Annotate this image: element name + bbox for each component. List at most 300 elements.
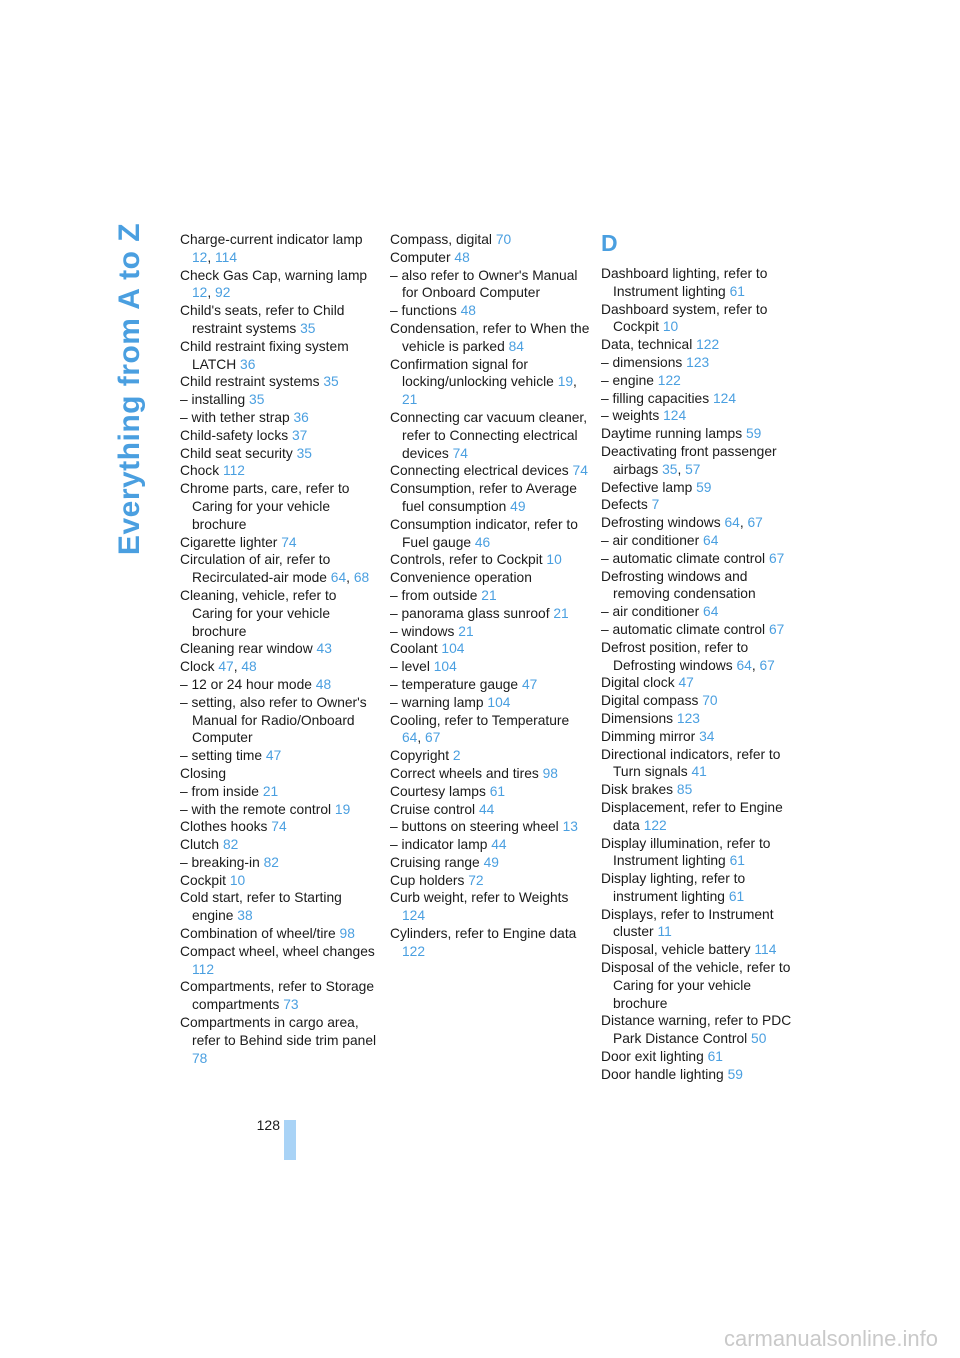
- page-reference-link[interactable]: 36: [240, 356, 256, 372]
- index-entry-text: Copyright: [390, 748, 453, 764]
- index-entry: [390, 302, 590, 320]
- page-reference-link[interactable]: 38: [237, 908, 253, 924]
- index-entry: [390, 640, 590, 658]
- index-entry-text: – buttons on steering wheel: [390, 819, 563, 835]
- index-entry: [180, 694, 380, 747]
- page-marker-bar: [284, 1120, 296, 1160]
- index-entry: [180, 747, 380, 765]
- index-entry-text: Cruising range: [390, 854, 484, 870]
- index-column-1: [180, 231, 380, 1067]
- page-reference-link[interactable]: 67: [768, 550, 785, 566]
- index-entry: [601, 265, 801, 301]
- page-reference-link[interactable]: 64: [724, 515, 740, 531]
- index-entry-text: – with the remote control: [180, 801, 335, 817]
- ref-separator: ,: [207, 249, 216, 265]
- index-entry: [601, 799, 801, 835]
- index-entry-text: Clock: [180, 659, 219, 675]
- page-reference-link[interactable]: 12: [192, 249, 208, 265]
- index-entry: [390, 516, 590, 552]
- index-entry: [601, 728, 801, 746]
- index-entry: [390, 818, 590, 836]
- page-reference-link[interactable]: 59: [745, 426, 762, 442]
- index-entry: [390, 462, 590, 480]
- index-entry-text: Display lighting, refer to instrument lighting: [601, 871, 746, 904]
- index-entry: [601, 550, 801, 568]
- index-entry: [390, 694, 590, 712]
- index-entry-text: Computer: [390, 249, 455, 265]
- index-entry-text: Chrome parts, care, refer to Caring for your vehicle brochure: [180, 481, 350, 532]
- page-reference-link[interactable]: 47: [265, 748, 282, 764]
- page-reference-link[interactable]: 12: [192, 285, 208, 301]
- page-reference-link[interactable]: 21: [262, 783, 279, 799]
- index-entry-text: – setting time: [180, 748, 266, 764]
- index-entry: [390, 623, 590, 641]
- index-entry: [390, 231, 590, 249]
- index-entry: [601, 1048, 801, 1066]
- index-entry: [601, 390, 801, 408]
- index-entry: [180, 231, 380, 267]
- index-entry: [180, 640, 380, 658]
- index-entry: [390, 801, 590, 819]
- index-entry-text: Dimming mirror: [601, 728, 700, 744]
- index-entry: [390, 658, 590, 676]
- page-reference-link[interactable]: 74: [452, 445, 468, 461]
- index-entry-text: Cleaning, vehicle, refer to Caring for your vehicle brochure: [180, 587, 337, 639]
- index-entry: [180, 587, 380, 640]
- index-entry: [390, 712, 590, 748]
- index-entry-text: – breaking-in: [180, 854, 264, 870]
- page-reference-link[interactable]: 104: [441, 641, 465, 657]
- page-reference-link[interactable]: 59: [696, 479, 712, 495]
- index-entry: [180, 445, 380, 463]
- index-entry-text: Chock: [180, 463, 223, 479]
- index-entry: [180, 1014, 380, 1067]
- page-reference-link[interactable]: 82: [222, 837, 239, 853]
- index-entry-text: Child's seats, refer to Child restraint systems: [180, 303, 345, 336]
- page-reference-link[interactable]: 124: [402, 908, 426, 924]
- index-entry: [601, 568, 801, 604]
- index-entry: [601, 746, 801, 782]
- ref-separator: ,: [417, 730, 426, 746]
- index-entry: [180, 302, 380, 338]
- page-reference-link[interactable]: 67: [425, 730, 441, 746]
- page-reference-link[interactable]: 64: [402, 730, 418, 746]
- page-reference-link[interactable]: 64: [330, 570, 347, 586]
- index-entry-text: Directional indicators, refer to Turn signals: [601, 746, 781, 780]
- index-entry: [390, 249, 590, 267]
- index-entry-text: Consumption indicator, refer to Fuel gauge: [390, 516, 578, 550]
- index-entry: [390, 783, 590, 801]
- page-reference-link[interactable]: 41: [691, 764, 707, 780]
- page-reference-link[interactable]: 35: [662, 461, 678, 477]
- page-reference-link[interactable]: 19: [557, 374, 574, 390]
- page-reference-link[interactable]: 82: [263, 854, 279, 870]
- index-entry: [390, 356, 590, 409]
- page-reference-link[interactable]: 35: [296, 445, 312, 461]
- index-entry-text: Compartments, refer to Storage compartments: [180, 979, 375, 1013]
- index-entry-text: – engine: [601, 372, 658, 388]
- page-reference-link[interactable]: 64: [703, 604, 719, 620]
- page-reference-link[interactable]: 49: [483, 854, 499, 870]
- index-entry: [601, 710, 801, 728]
- ref-separator: ,: [207, 285, 216, 301]
- page-reference-link[interactable]: 21: [458, 623, 474, 639]
- index-entry-text: Compass, digital: [390, 232, 496, 247]
- index-entry-text: Cigarette lighter: [180, 534, 282, 550]
- page-reference-link[interactable]: 67: [768, 621, 785, 637]
- section-title-vertical: [100, 222, 160, 556]
- index-entry: [180, 427, 380, 445]
- index-entry: [180, 765, 380, 783]
- page-reference-link[interactable]: 10: [229, 872, 246, 888]
- page-reference-link[interactable]: 44: [491, 837, 507, 853]
- index-entry: [180, 534, 380, 552]
- index-entry-text: Child restraint fixing system LATCH: [180, 338, 349, 372]
- index-entry: [180, 658, 380, 676]
- index-entry: [390, 836, 590, 854]
- index-entry: [180, 978, 380, 1014]
- index-entry: [180, 676, 380, 694]
- index-entry-text: Closing: [180, 765, 227, 781]
- index-entry: [601, 479, 801, 497]
- page-reference-link[interactable]: 98: [339, 926, 355, 942]
- index-entry-text: Digital compass: [601, 693, 703, 709]
- index-entry-text: Cockpit: [180, 872, 230, 888]
- index-entry-text: Coolant: [390, 641, 442, 657]
- index-entry: [601, 443, 801, 479]
- index-entry: [180, 391, 380, 409]
- page-reference-link[interactable]: 35: [249, 392, 265, 408]
- page-reference-link[interactable]: 104: [433, 659, 457, 675]
- index-entry-text: – filling capacities: [601, 390, 713, 406]
- index-entry-text: Correct wheels and tires: [390, 765, 543, 781]
- index-entry-text: Dashboard lighting, refer to Instrument lighting: [601, 266, 768, 299]
- index-entry-text: Daytime running lamps: [601, 426, 746, 442]
- index-entry-text: – air conditioner: [601, 532, 704, 548]
- index-entry-text: Defrosting windows: [601, 515, 725, 531]
- index-entry: [180, 889, 380, 925]
- index-entry-text: Display illumination, refer to Instrument lighting: [601, 835, 771, 869]
- page-reference-link[interactable]: 92: [215, 285, 231, 301]
- page-reference-link[interactable]: 72: [468, 872, 484, 888]
- index-entry: [180, 462, 380, 480]
- page-reference-link[interactable]: 67: [747, 515, 763, 531]
- page-reference-link[interactable]: 49: [510, 498, 526, 514]
- page-reference-link[interactable]: 35: [300, 320, 316, 336]
- index-entry: [601, 941, 801, 959]
- index-entry-text: Dimensions: [601, 710, 677, 726]
- index-entry-text: – weights: [601, 408, 664, 424]
- index-entry: [180, 872, 380, 890]
- index-entry-text: Cleaning rear window: [180, 641, 317, 657]
- index-entry-text: Check Gas Cap, warning lamp: [180, 267, 368, 283]
- index-entry: [390, 676, 590, 694]
- page-reference-link[interactable]: 61: [729, 283, 745, 299]
- page-reference-link[interactable]: 61: [707, 1049, 723, 1065]
- index-entry-text: Cold start, refer to Starting engine: [180, 890, 342, 924]
- page-reference-link[interactable]: 78: [192, 1050, 208, 1066]
- page-reference-link[interactable]: 47: [678, 675, 694, 691]
- index-entry: [180, 801, 380, 819]
- page-reference-link[interactable]: 11: [657, 924, 672, 940]
- index-entry-text: Digital clock: [601, 675, 679, 691]
- index-entry-text: Clutch: [180, 837, 223, 853]
- ref-separator: ,: [739, 515, 748, 531]
- index-entry: [180, 409, 380, 427]
- index-entry: [601, 639, 801, 675]
- page-reference-link[interactable]: 43: [316, 641, 332, 657]
- index-entry-text: Compact wheel, wheel changes: [180, 943, 375, 959]
- page-reference-link[interactable]: 10: [662, 319, 679, 335]
- watermark: carmanualsonline.info: [723, 1326, 938, 1351]
- index-entry-text: – also refer to Owner's Manual for Onboard Computer: [390, 267, 578, 301]
- index-entry-text: Displays, refer to Instrument cluster: [601, 906, 774, 940]
- index-entry-text: Cylinders, refer to Engine data: [390, 926, 577, 942]
- index-entry: [601, 870, 801, 906]
- index-entry: [601, 425, 801, 443]
- index-entry-text: Confirmation signal for locking/unlocking vehicle: [390, 356, 558, 390]
- index-entry-text: – automatic climate control: [601, 550, 769, 566]
- index-entry: [180, 943, 380, 979]
- page-reference-link[interactable]: 124: [712, 390, 736, 406]
- page-reference-link[interactable]: 44: [478, 801, 495, 817]
- page-reference-link[interactable]: 123: [686, 354, 710, 370]
- index-entry-text: Dashboard system, refer to Cockpit: [601, 301, 768, 335]
- page-reference-link[interactable]: 21: [402, 392, 418, 408]
- index-entry: [390, 747, 590, 765]
- index-entry: [180, 818, 380, 836]
- page-reference-link[interactable]: 10: [546, 552, 562, 568]
- page-reference-link[interactable]: 37: [291, 427, 308, 443]
- index-entry: [601, 621, 801, 639]
- index-entry-text: Curb weight, refer to Weights: [390, 890, 569, 906]
- index-entry-text: – panorama glass sunroof: [390, 605, 554, 621]
- index-entry: [601, 1066, 801, 1084]
- index-entry-text: Compartments in cargo area, refer to Behind side trim panel: [180, 1015, 377, 1048]
- page-reference-link[interactable]: 35: [323, 374, 339, 390]
- index-entry: [601, 532, 801, 550]
- letter-heading: D: [601, 230, 618, 256]
- index-entry-text: – temperature gauge: [390, 676, 522, 692]
- index-entry: [390, 854, 590, 872]
- index-entry: [601, 835, 801, 871]
- page-reference-link[interactable]: 7: [651, 497, 660, 513]
- index-entry-text: Clothes hooks: [180, 819, 272, 835]
- index-entry-text: Disposal of the vehicle, refer to Caring for your vehicle brochure: [601, 960, 791, 1011]
- index-entry-text: Convenience operation: [390, 570, 532, 586]
- index-entry-text: Courtesy lamps: [390, 783, 490, 799]
- index-entry-text: Door handle lighting: [601, 1066, 728, 1082]
- index-entry-text: Defective lamp: [601, 479, 697, 495]
- index-entry-text: Cruise control: [390, 801, 479, 817]
- page-reference-link[interactable]: 46: [474, 534, 491, 550]
- page-reference-link[interactable]: 74: [271, 819, 287, 835]
- page-reference-link[interactable]: 122: [657, 372, 681, 388]
- index-entry-text: Deactivating front passenger airbags: [601, 443, 777, 477]
- index-entry: [180, 836, 380, 854]
- index-entry: [601, 959, 801, 1012]
- index-entry-text: – from inside: [180, 783, 263, 799]
- page-reference-link[interactable]: 74: [572, 463, 588, 479]
- page-reference-link[interactable]: 124: [663, 408, 687, 424]
- page-reference-link[interactable]: 67: [759, 657, 775, 673]
- index-entry-text: Combination of wheel/tire: [180, 926, 340, 942]
- index-column-2: [390, 231, 590, 961]
- page-reference-link[interactable]: 64: [736, 657, 752, 673]
- page-reference-link[interactable]: 112: [222, 463, 245, 479]
- index-entry-text: – setting, also refer to Owner's Manual for Radio/Onboard Computer: [180, 694, 367, 746]
- page-reference-link[interactable]: 73: [283, 997, 299, 1013]
- page-reference-link[interactable]: 123: [676, 710, 700, 726]
- index-entry: [390, 409, 590, 462]
- index-entry: [180, 925, 380, 943]
- index-entry: [601, 603, 801, 621]
- index-entry-text: Displacement, refer to Engine data: [601, 799, 783, 833]
- page-reference-link[interactable]: 112: [192, 961, 214, 977]
- page-reference-link[interactable]: 114: [754, 942, 777, 958]
- index-entry-text: Child seat security: [180, 445, 297, 461]
- page-reference-link[interactable]: 84: [508, 338, 524, 354]
- page-reference-link[interactable]: 48: [315, 676, 332, 692]
- index-entry: [390, 605, 590, 623]
- index-entry: [180, 338, 380, 374]
- page-reference-link[interactable]: 36: [293, 409, 309, 425]
- page-reference-link[interactable]: 48: [241, 659, 257, 675]
- index-entry-text: Cup holders: [390, 872, 469, 888]
- index-entry: [180, 551, 380, 587]
- page-reference-link[interactable]: 85: [676, 782, 693, 798]
- index-entry: [390, 569, 590, 587]
- ref-separator: ,: [233, 659, 242, 675]
- index-entry: [601, 1012, 801, 1048]
- index-entry-text: – level: [390, 659, 434, 675]
- index-entry-text: – 12 or 24 hour mode: [180, 676, 316, 692]
- index-entry: [390, 480, 590, 516]
- page-reference-link[interactable]: 19: [334, 801, 351, 817]
- index-entry: [601, 354, 801, 372]
- index-entry: [601, 674, 801, 692]
- index-entry-text: – dimensions: [601, 354, 687, 370]
- page-reference-link[interactable]: 50: [751, 1031, 767, 1047]
- index-entry-text: Connecting electrical devices: [390, 463, 573, 479]
- index-entry-text: Door exit lighting: [601, 1049, 708, 1065]
- page-reference-link[interactable]: 61: [728, 888, 745, 904]
- index-entry: [390, 267, 590, 303]
- page-reference-link[interactable]: 104: [487, 694, 511, 710]
- index-entry: [180, 480, 380, 533]
- index-entry: [390, 765, 590, 783]
- page-reference-link[interactable]: 64: [703, 532, 719, 548]
- page-reference-link[interactable]: 98: [542, 765, 558, 781]
- page-reference-link[interactable]: 57: [685, 461, 701, 477]
- page-reference-link[interactable]: 48: [454, 249, 470, 265]
- index-column-3: [601, 231, 801, 1084]
- ref-separator: ,: [677, 461, 686, 477]
- page-reference-link[interactable]: 47: [521, 676, 538, 692]
- index-entry: [180, 267, 380, 303]
- index-entry-text: Consumption, refer to Average fuel consumption: [390, 481, 577, 514]
- index-entry-text: – warning lamp: [390, 694, 488, 710]
- page-reference-link[interactable]: 114: [215, 249, 238, 265]
- page-reference-link[interactable]: 74: [281, 534, 297, 550]
- index-entry: [601, 692, 801, 710]
- page-reference-link[interactable]: 122: [643, 817, 667, 833]
- index-entry-text: Child restraint systems: [180, 374, 324, 390]
- page-reference-link[interactable]: 122: [696, 337, 720, 353]
- index-entry: [390, 587, 590, 605]
- index-entry: [601, 301, 801, 337]
- index-entry-text: – from outside: [390, 587, 482, 603]
- index-entry: [390, 925, 590, 961]
- index-entry-text: – windows: [390, 623, 459, 639]
- index-entry: [601, 906, 801, 942]
- page-reference-link[interactable]: 21: [553, 605, 569, 621]
- index-entry-text: Defrost position, refer to Defrosting windows: [601, 639, 749, 673]
- index-entry-text: – indicator lamp: [390, 837, 492, 853]
- index-entry: [601, 407, 801, 425]
- page-reference-link[interactable]: 59: [727, 1066, 743, 1082]
- index-entry-text: Condensation, refer to When the vehicle is parked: [390, 320, 590, 354]
- index-entry-text: Defects: [601, 497, 652, 513]
- index-entry-text: Charge-current indicator lamp: [180, 232, 363, 247]
- index-entry-text: Connecting car vacuum cleaner, refer to Connecting electrical devices: [390, 409, 588, 461]
- index-entry-text: – air conditioner: [601, 604, 704, 620]
- index-entry: [601, 336, 801, 354]
- page-reference-link[interactable]: 48: [460, 303, 476, 319]
- page-reference-link[interactable]: 68: [353, 570, 370, 586]
- index-entry: [601, 781, 801, 799]
- index-entry-text: Data, technical: [601, 337, 697, 353]
- index-entry: [390, 872, 590, 890]
- index-entry: [390, 889, 590, 925]
- index-entry-text: – with tether strap: [180, 409, 294, 425]
- index-entry-text: Child-safety locks: [180, 427, 292, 443]
- page-number: 128: [256, 1117, 280, 1133]
- page-reference-link[interactable]: 122: [402, 943, 426, 959]
- page-reference-link[interactable]: 13: [562, 819, 578, 835]
- page-reference-link[interactable]: 70: [495, 232, 512, 247]
- page-reference-link[interactable]: 21: [481, 587, 497, 603]
- index-entry-text: Disposal, vehicle battery: [601, 942, 755, 958]
- section-title: Everything from A to Z: [113, 222, 146, 556]
- index-entry-text: Defrosting windows and removing condensation: [601, 568, 756, 602]
- index-entry: [390, 320, 590, 356]
- page-reference-link[interactable]: 34: [699, 728, 715, 744]
- index-entry-text: Distance warning, refer to PDC Park Distance Control: [601, 1013, 792, 1047]
- index-entry-text: – installing: [180, 392, 250, 408]
- ref-separator: ,: [346, 570, 354, 586]
- page-reference-link[interactable]: 47: [218, 659, 234, 675]
- ref-separator: ,: [573, 374, 577, 390]
- page-reference-link[interactable]: 61: [729, 853, 745, 869]
- page-reference-link[interactable]: 2: [452, 748, 461, 764]
- index-entry: [601, 496, 801, 514]
- index-entry: [180, 373, 380, 391]
- index-entry: [180, 854, 380, 872]
- index-entry: [601, 514, 801, 532]
- index-entry-text: Controls, refer to Cockpit: [390, 552, 547, 568]
- index-entry-text: – functions: [390, 303, 461, 319]
- index-entry-text: Disk brakes: [601, 782, 677, 798]
- ref-separator: ,: [751, 657, 760, 673]
- index-entry: [180, 783, 380, 801]
- page-reference-link[interactable]: 61: [489, 783, 506, 799]
- index-entry: [390, 551, 590, 569]
- index-entry-text: Circulation of air, refer to Recirculated-air mode: [180, 552, 331, 586]
- index-entry: [601, 372, 801, 390]
- page-reference-link[interactable]: 70: [702, 693, 718, 709]
- index-entry-text: – automatic climate control: [601, 621, 769, 637]
